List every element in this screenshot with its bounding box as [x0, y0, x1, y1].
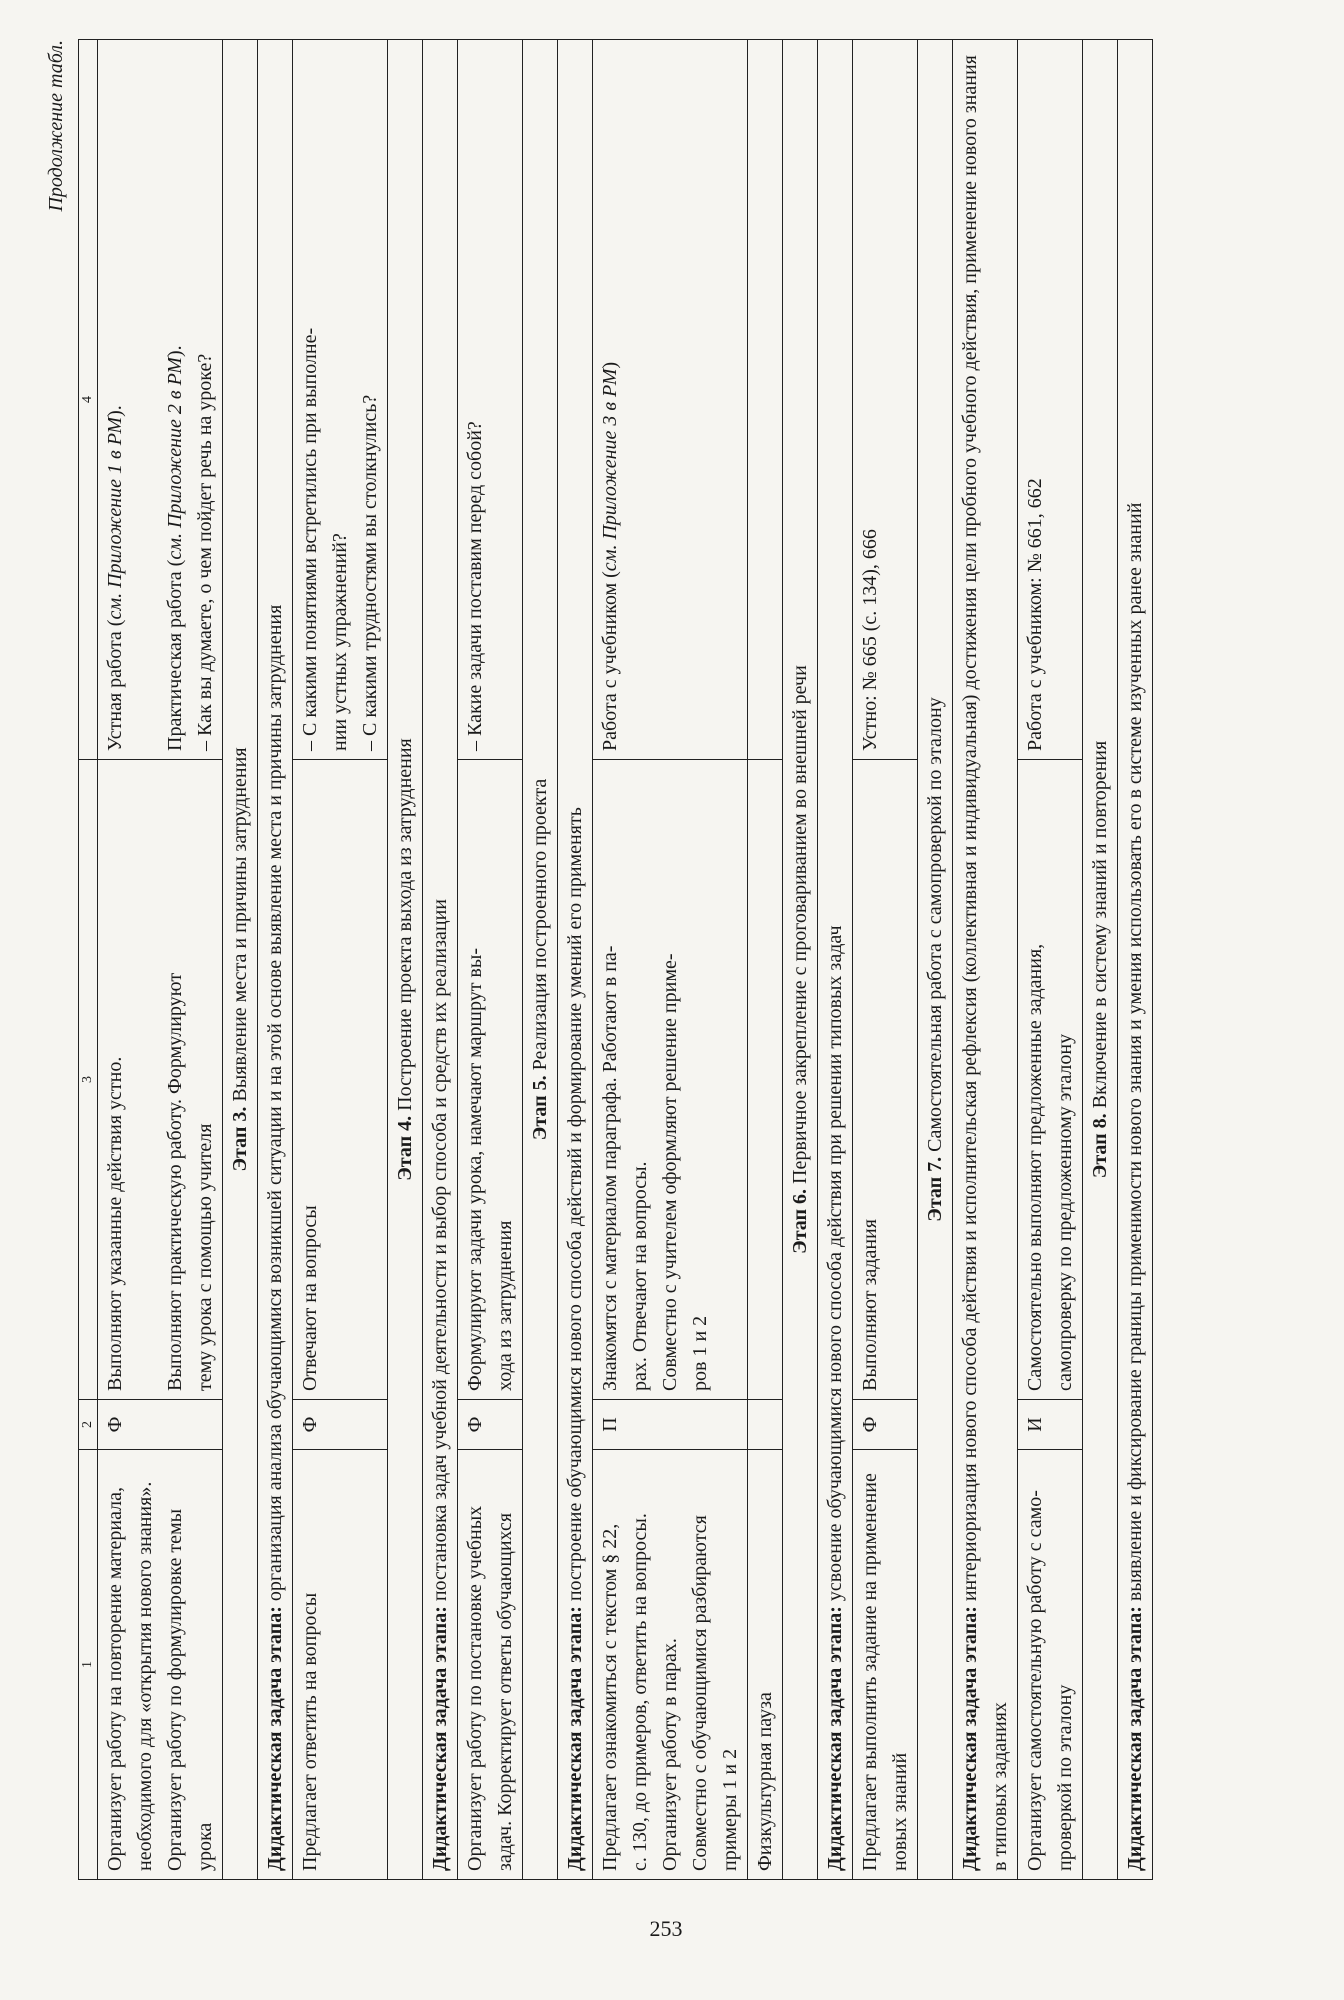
- stage-word: Этап: [789, 1208, 811, 1254]
- work-form-cell: Ф: [98, 1400, 223, 1450]
- teacher-activity-cell: [853, 1450, 918, 1880]
- cell-line: Знакомятся с материалом параграфа. Работают в па-: [599, 945, 621, 1391]
- cell-line: – Как вы думаете, о чем пойдет речь на уроке?: [194, 353, 216, 751]
- stage-word: Этап: [924, 1176, 946, 1222]
- stage-heading: [783, 40, 818, 1880]
- stage-title: Построение проекта выхода из затруднения: [394, 738, 416, 1111]
- stage-title: Первичное закрепление с проговариванием во внешней речи: [789, 665, 811, 1184]
- column-number: 4: [79, 40, 98, 760]
- empty-cell: [748, 40, 783, 760]
- stage-header-row: [388, 40, 423, 1880]
- cell-line: тему урока с помощью учителя: [194, 1123, 216, 1391]
- pause-row: [748, 40, 783, 1880]
- tasks-cell: Работа с учебником: № 661, 662: [1018, 40, 1083, 760]
- cell-line: Выполняют практическую работу. Формулируют: [164, 972, 186, 1391]
- cell-line: проверкой по эталону: [1054, 1684, 1076, 1871]
- stage-num: 3.: [229, 1106, 251, 1122]
- pause-cell: Физкультурная пауза: [748, 1450, 783, 1880]
- stage-number: [394, 1116, 416, 1181]
- text-run: Работа с учебником (: [599, 571, 621, 751]
- column-number: 2: [79, 1400, 98, 1450]
- cell-line: Организует работу в парах.: [659, 1638, 681, 1871]
- cell-line: с. 130, до примеров, ответить на вопросы.: [629, 1513, 651, 1871]
- tasks-cell: – Какие задачи поставим перед собой?: [458, 40, 523, 760]
- lesson-table: [78, 39, 1153, 1880]
- stage-number: [924, 1157, 946, 1222]
- cell-line: – С какими трудностями вы столкнулись?: [359, 394, 381, 751]
- task-text: построение обучающимися нового способа действий и формирование умений его применять: [564, 807, 586, 1602]
- stage-heading: [223, 40, 258, 1880]
- work-form-cell: И: [1018, 1400, 1083, 1450]
- work-form-cell: Ф: [458, 1400, 523, 1450]
- task-label: Дидактическая задача этапа:: [824, 1606, 846, 1871]
- table-row: [458, 40, 523, 1880]
- text-run: ): [599, 361, 621, 369]
- stage-number: [529, 1075, 551, 1140]
- cell-line: Совместно с обучающимися разбираются: [689, 1515, 711, 1871]
- stage-word: Этап: [229, 1126, 251, 1172]
- stage-word: Этап: [394, 1135, 416, 1181]
- cell-line: задач. Корректирует ответы обучающихся: [494, 1512, 516, 1871]
- task-text: усвоение обучающимися нового способа действия при решении типовых задач: [824, 925, 846, 1602]
- task-label: Дидактическая задача этапа:: [1124, 1606, 1146, 1871]
- stage-heading: [918, 40, 953, 1880]
- didactic-task: [818, 40, 853, 1880]
- cell-line: ров 1 и 2: [689, 1315, 711, 1391]
- stage-num: 7.: [924, 1156, 946, 1172]
- stage-num: 6.: [789, 1188, 811, 1204]
- stage-header-row: [223, 40, 258, 1880]
- text-run: Устная работа (: [104, 619, 126, 751]
- table-row: [98, 40, 223, 1880]
- page-number: 253: [649, 1916, 683, 1941]
- table-row: [593, 40, 748, 1880]
- table-row: [293, 40, 388, 1880]
- appendix-ref: см. Приложение 3 в РМ: [599, 368, 621, 572]
- cell-line: Выполняют указанные действия устно.: [104, 1056, 126, 1391]
- work-form-cell: Ф: [853, 1400, 918, 1450]
- stage-heading: [388, 40, 423, 1880]
- teacher-activity-cell: [593, 1450, 748, 1880]
- cell-line: хода из затруднения: [494, 1220, 516, 1391]
- cell-line: примеры 1 и 2: [719, 1748, 741, 1871]
- student-activity-cell: [593, 760, 748, 1400]
- student-activity-cell: Отвечают на вопросы: [293, 760, 388, 1400]
- task-label: Дидактическая задача этапа:: [564, 1606, 586, 1871]
- stage-word: Этап: [529, 1095, 551, 1141]
- column-number: 3: [79, 760, 98, 1400]
- stage-heading: [1083, 40, 1118, 1880]
- teacher-activity-cell: [98, 1450, 223, 1880]
- stage-title: Самостоятельная работа с самопроверкой по эталону: [924, 697, 946, 1152]
- cell-line: – С какими понятиями встретились при выполне-: [299, 327, 321, 751]
- stage-title: Выявление места и причины затруднения: [229, 747, 251, 1102]
- stage-number: [789, 1189, 811, 1254]
- stage-number: [1089, 1113, 1111, 1178]
- stage-num: 8.: [1089, 1113, 1111, 1129]
- task-text: организация анализа обучающимися возникшей ситуации и на этой основе выявление места и причины затруднения: [264, 604, 286, 1602]
- task-row: [818, 40, 853, 1880]
- column-number-row: [79, 40, 98, 1880]
- stage-header-row: [523, 40, 558, 1880]
- task-text: постановка задач учебной деятельности и выбор способа и средств их реализации: [429, 899, 451, 1602]
- tasks-cell: [293, 40, 388, 760]
- student-activity-cell: [1018, 760, 1083, 1400]
- stage-header-row: [918, 40, 953, 1880]
- task-label: Дидактическая задача этапа:: [264, 1606, 286, 1871]
- cell-line: самопроверку по предложенному эталону: [1054, 1033, 1076, 1391]
- tasks-cell: [593, 40, 748, 760]
- cell-line: Предлагает выполнить задание на применение: [859, 1473, 881, 1871]
- teacher-activity-cell: Предлагает ответить на вопросы: [293, 1450, 388, 1880]
- rotated-page-content: [44, 40, 1284, 1880]
- empty-cell: [748, 1400, 783, 1450]
- stage-num: 5.: [529, 1075, 551, 1091]
- stage-title: Включение в систему знаний и повторения: [1089, 740, 1111, 1109]
- table-row: [1018, 40, 1083, 1880]
- didactic-task: [953, 40, 1018, 1880]
- continuation-label: Продолжение табл.: [45, 40, 67, 212]
- cell-line: Организует работу по формулировке темы: [164, 1508, 186, 1871]
- cell-line: Организует работу на повторение материала,: [104, 1486, 126, 1871]
- task-row: [423, 40, 458, 1880]
- didactic-task: [258, 40, 293, 1880]
- task-text: выявление и фиксирование границы применимости нового знания и умения использовать его в системе изученных ранее знаний: [1124, 502, 1146, 1602]
- student-activity-cell: [98, 760, 223, 1400]
- task-text: интериоризация нового способа действия и исполнительская рефлексия (коллективная и индивидуальная) достижения цели пробного учебного действия, применение нового знания в типовых заданиях: [959, 55, 1011, 1871]
- cell-line: новых знаний: [889, 1752, 911, 1871]
- text-run: Практическая работа (: [164, 559, 186, 751]
- text-run: ).: [164, 345, 186, 358]
- teacher-activity-cell: [1018, 1450, 1083, 1880]
- cell-line: Самостоятельно выполняют предложенные задания,: [1024, 943, 1046, 1391]
- column-number: 1: [79, 1450, 98, 1880]
- teacher-activity-cell: [458, 1450, 523, 1880]
- work-form-cell: Ф: [293, 1400, 388, 1450]
- stage-header-row: [1083, 40, 1118, 1880]
- cell-line: Формулируют задачи урока, намечают маршрут вы-: [464, 948, 486, 1391]
- task-row: [258, 40, 293, 1880]
- table-row: [853, 40, 918, 1880]
- cell-line: [100, 48, 130, 751]
- stage-number: [229, 1107, 251, 1172]
- appendix-ref: см. Приложение 1 в РМ: [104, 416, 126, 620]
- task-row: [1118, 40, 1153, 1880]
- task-label: Дидактическая задача этапа:: [429, 1606, 451, 1871]
- empty-cell: [748, 760, 783, 1400]
- didactic-task: [558, 40, 593, 1880]
- stage-title: Реализация построенного проекта: [529, 778, 551, 1071]
- cell-line: необходимого для «открытия нового знания».: [134, 1481, 156, 1871]
- cell-line: [160, 48, 190, 751]
- student-activity-cell: Выполняют задания: [853, 760, 918, 1400]
- didactic-task: [423, 40, 458, 1880]
- cell-line: Организует самостоятельную работу с само-: [1024, 1490, 1046, 1871]
- work-form-cell: П: [593, 1400, 748, 1450]
- appendix-ref: см. Приложение 2 в РМ: [164, 357, 186, 560]
- task-label: Дидактическая задача этапа:: [959, 1606, 981, 1871]
- student-activity-cell: [458, 760, 523, 1400]
- tasks-cell: Устно: № 665 (с. 134), 666: [853, 40, 918, 760]
- cell-line: Совместно с учителем оформляют решение приме-: [659, 953, 681, 1391]
- cell-line: нии устных упражнений?: [329, 533, 351, 751]
- cell-gap: [130, 48, 160, 751]
- task-row: [953, 40, 1018, 1880]
- cell-gap: [130, 768, 160, 1391]
- cell-line: Предлагает ознакомиться с текстом § 22,: [599, 1523, 621, 1871]
- cell-line: Организует работу по постановке учебных: [464, 1505, 486, 1871]
- stage-word: Этап: [1089, 1133, 1111, 1179]
- text-run: ).: [104, 405, 126, 417]
- cell-line: рах. Отвечают на вопросы.: [629, 1161, 651, 1391]
- cell-line: урока: [194, 1822, 216, 1871]
- task-row: [558, 40, 593, 1880]
- stage-heading: [523, 40, 558, 1880]
- tasks-cell: [98, 40, 223, 760]
- stage-header-row: [783, 40, 818, 1880]
- stage-num: 4.: [394, 1115, 416, 1131]
- didactic-task: [1118, 40, 1153, 1880]
